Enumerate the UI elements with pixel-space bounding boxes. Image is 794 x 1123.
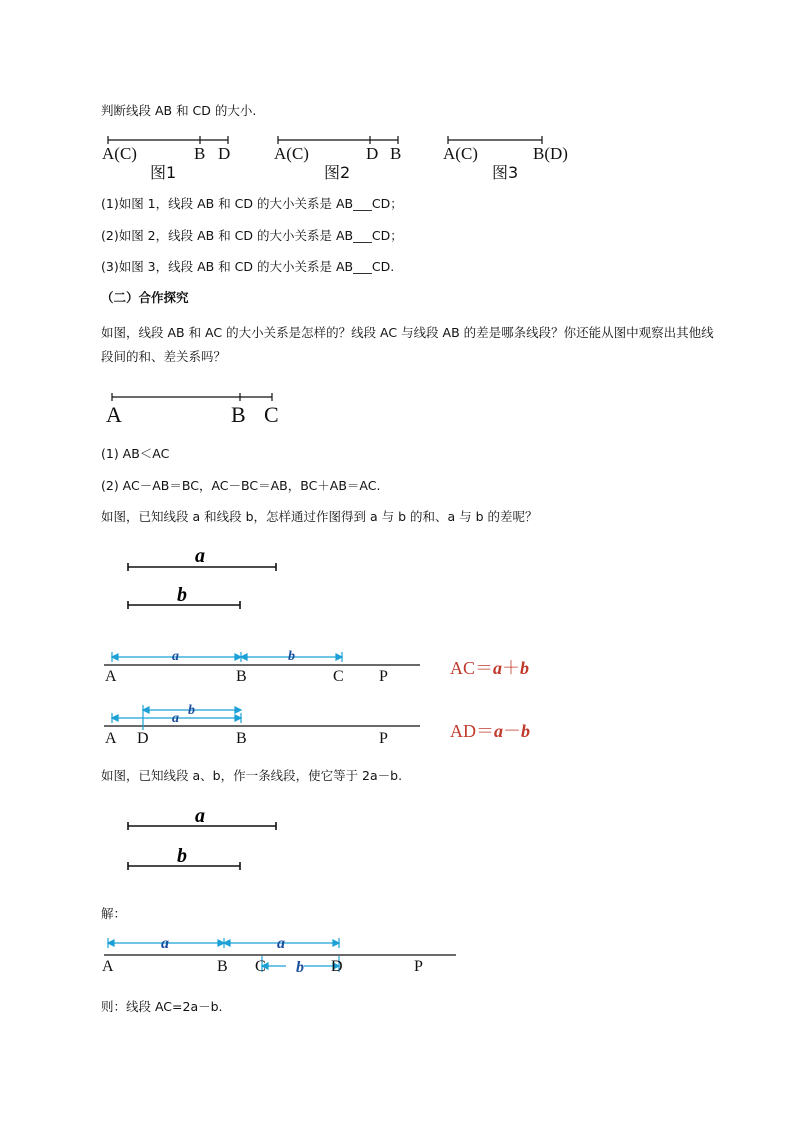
sol-b-label: b: [296, 959, 304, 976]
sol-a1-label: a: [161, 935, 169, 952]
fig2-caption: 图2: [324, 163, 351, 182]
abc-label-a: A: [106, 402, 122, 427]
sol-a2-label: a: [277, 935, 285, 952]
diff-b-label: b: [188, 703, 195, 718]
sum-label-p: P: [379, 668, 388, 685]
abc-label-b: B: [231, 402, 246, 427]
difference-equation: AD＝a－b: [450, 721, 530, 741]
abc-label-c: C: [264, 402, 279, 427]
fig2-label-ac: A(C): [274, 144, 309, 163]
sol-label-b: B: [217, 958, 228, 975]
fig2-label-d: D: [366, 144, 379, 163]
diff-label-b: B: [236, 730, 247, 747]
sol-label-a: A: [102, 958, 114, 975]
conclusion: 则：线段 AC=2a－b.: [101, 999, 223, 1014]
sum-b-label: b: [288, 649, 295, 664]
answer-1: (1) AB＜AC: [101, 446, 170, 461]
fig3-caption: 图3: [492, 163, 519, 182]
question-3: (3)如图 3，线段 AB 和 CD 的大小关系是 AB___CD.: [101, 259, 395, 274]
question-1: (1)如图 1，线段 AB 和 CD 的大小关系是 AB___CD；: [101, 196, 403, 211]
sol-label-c: C: [255, 958, 266, 975]
paragraph-3: 如图，已知线段 a、b，作一条线段，使它等于 2a－b.: [101, 768, 403, 783]
diff-label-a: A: [105, 730, 117, 747]
solution-label: 解：: [101, 906, 127, 921]
fig3-label-bd: B(D): [533, 144, 568, 163]
segment-b2-label: b: [177, 845, 187, 867]
sum-label-b: B: [236, 668, 247, 685]
sol-label-d: D: [331, 958, 343, 975]
sol-label-p: P: [414, 958, 423, 975]
fig3-label-ac: A(C): [443, 144, 478, 163]
diff-a-label: a: [172, 711, 179, 726]
answer-2: (2) AC－AB＝BC，AC－BC＝AB，BC＋AB＝AC.: [101, 478, 381, 493]
fig1-label-b: B: [194, 144, 206, 163]
segment-a2-label: a: [195, 805, 205, 827]
diff-label-p: P: [379, 730, 388, 747]
question-2: (2)如图 2，线段 AB 和 CD 的大小关系是 AB___CD；: [101, 228, 403, 243]
sum-label-a: A: [105, 668, 117, 685]
segment-a-label: a: [195, 545, 205, 567]
segment-b-label: b: [177, 584, 187, 606]
paragraph-2: 如图，已知线段 a 和线段 b，怎样通过作图得到 a 与 b 的和、a 与 b 的差呢？: [101, 509, 538, 524]
diff-label-d: D: [137, 730, 149, 747]
fig2-label-b: B: [390, 144, 402, 163]
fig1-caption: 图1: [150, 163, 177, 182]
sum-a-label: a: [172, 649, 179, 664]
sum-label-c: C: [333, 668, 344, 685]
fig1-label-ac: A(C): [102, 144, 137, 163]
sum-equation: AC＝a＋b: [450, 658, 530, 678]
fig1-label-d: D: [218, 144, 231, 163]
section-heading: （二）合作探究: [101, 290, 189, 305]
paragraph-1: 如图，线段 AB 和 AC 的大小关系是怎样的？线段 AC 与线段 AB 的差是哪条线段？你还能从图中观察出其他线段间的和、差关系吗？: [101, 325, 714, 364]
intro-text: 判断线段 AB 和 CD 的大小.: [101, 103, 257, 118]
